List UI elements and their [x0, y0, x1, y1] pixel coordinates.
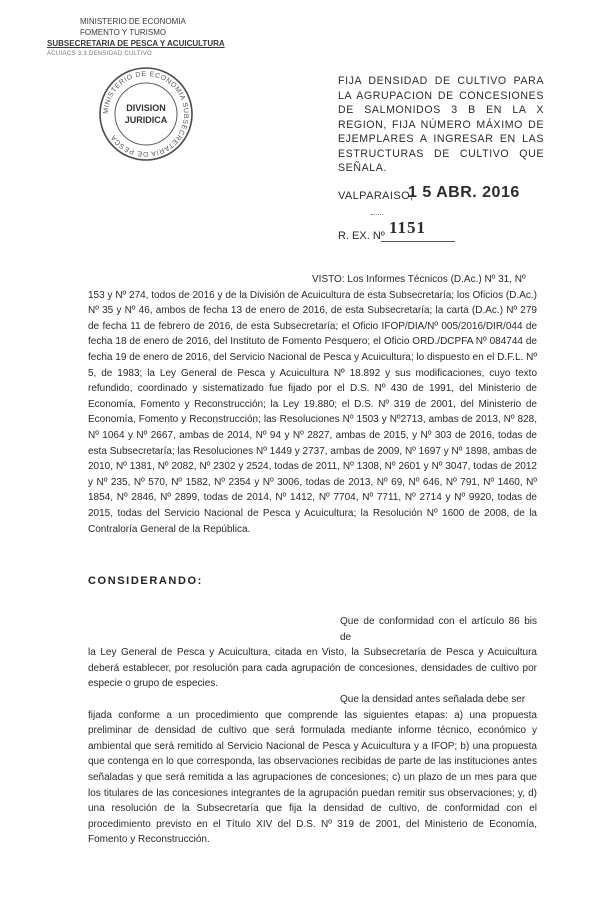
svg-text:MINISTERIO DE ECONOMIA SUBSECR: [103, 71, 189, 157]
stamp-ring-text: MINISTERIO DE ECONOMIA SUBSECRETARIA DE PESCA: [102, 70, 190, 158]
resolution-date: [338, 184, 520, 202]
considerando-heading: CONSIDERANDO:: [88, 575, 203, 587]
ministry-line-2: FOMENTO Y TURISMO: [80, 28, 167, 37]
division-juridica-stamp: [96, 64, 196, 164]
reference-line: ACUIACS 3.3 DENSIDAD CULTIVO: [47, 51, 152, 57]
ministry-line-1: MINISTERIO DE ECONOMIA: [80, 17, 186, 26]
date-stamp-value: 1 5 ABR. 2016: [408, 184, 520, 201]
stamp-center-line-2: JURIDICA: [124, 115, 168, 125]
resolution-number: [338, 218, 427, 242]
visto-section: [88, 272, 537, 537]
considerando-1-body: la Ley General de Pesca y Acuicultura, citada en Visto, la Subsecretaría de Pesca y Acuicultura deberá establecer, por resolución para cada agrupación de concesiones, densidades de cultivo por especie o grupo de especies.: [88, 647, 537, 690]
considerando-2-body: fijada conforme a un procedimiento que comprende las siguientes etapas: a) una propuesta preliminar de densidad de cultivo que será formulada mediante informe técnico, económico y ambiental que será remitido al Servicio Nacional de Pesca y Acuicultura y a IFOP; b) una propuesta que contenga en lo que corresponda, las observaciones recibidas de parte de las instituciones antes señaladas y que será remitida a las agrupaciones de concesiones; c) un plazo de un mes para que los titulares de las concesiones integrantes de la agrupación puedan remitir sus observaciones; y, d) una resolución de la Subsecretaría que fija la densidad de cultivo, de conformidad con el procedimiento previsto en el Título XIV del D.S. Nº 319 de 2001, del Ministerio de Economía, Fomento y Reconstrucción.: [88, 709, 537, 846]
resolution-number-label: R. EX. Nº: [338, 230, 385, 242]
subsecretaria-line: SUBSECRETARIA DE PESCA Y ACUICULTURA: [47, 39, 225, 48]
visto-body: 153 y Nº 274, todos de 2016 y de la División de Acuicultura de esta Subsecretaría; los Oficios (D.Ac.) Nº 35 y Nº 46, ambos de fecha 13 de enero de 2016, de esta Subsecretaría; la carta (D.Ac.) Nº 279 de fecha 11 de febrero de 2016, de esta Subsecretaría; el Oficio IFOP/DIA/Nº 005/2016/DIR/044 de fecha 18 de enero de 2016, del Instituto de Fomento Pesquero; el Oficio ORD./DCPFA Nº 084744 de fecha 19 de enero de 2016, del Servicio Nacional de Pesca y Acuicultura; lo dispuesto en el D.F.L. Nº 5, de 1983; la Ley General de Pesca y Acuicultura Nº 18.892 y sus modificaciones, cuyo texto refundido, coordinado y sistematizado fue fijado por el D.S. Nº 430 de 1991, del Ministerio de Economía, Fomento y Reconstrucción; la Ley 19.880; el D.S. Nº 319 de 2001, del Ministerio de Economía, Fomento y Reconstrucción; las Resoluciones Nº 1503 y Nº2713, ambas de 2013, Nº 828, Nº 1064 y Nº 2667, ambas de 2014, Nº 94 y Nº 2827, ambas de 2015, y Nº 303 de 2016, todas de esta Subsecretaría; las Resoluciones Nº 1449 y 2737, ambas de 2009, Nº 1697 y Nº 1898, ambas de 2010, Nº 1381, Nº 2082, Nº 2302 y 2524, todas de 2011, Nº 1308, Nº 2601 y Nº 3047, todas de 2012 y Nº 235, Nº 570, Nº 1582, Nº 2354 y Nº 3006, todas de 2013, Nº 69, Nº 646, Nº 791, Nº 1460, Nº 1854, Nº 2846, Nº 2899, todas de 2014, Nº 1412, Nº 7704, Nº 7711, Nº 2714 y Nº 9920, todas de 2015, todas del Servicio Nacional de Pesca y Acuicultura; la Resolución Nº 1600 de 2008, de la Contraloría General de la República.: [88, 289, 537, 535]
ministry-header: [47, 16, 225, 60]
number-dots: [371, 214, 383, 215]
considerando-paragraph-2: [88, 692, 537, 848]
stamp-center-line-1: DIVISION: [126, 103, 166, 113]
date-place: VALPARAISO,: [338, 190, 414, 202]
resolution-title: FIJA DENSIDAD DE CULTIVO PARA LA AGRUPACION DE CONCESIONES DE SALMONIDOS 3 B EN LA X REGION, FIJA NÚMERO MÁXIMO DE EJEMPLARES A INGRESAR EN LAS ESTRUCTURAS DE CULTIVO QUE SEÑALA.: [338, 75, 544, 174]
considerando-1-lead: Que de conformidad con el artículo 86 bis de: [340, 616, 537, 643]
visto-lead: VISTO: Los Informes Técnicos (D.Ac.) Nº 31, Nº: [312, 274, 526, 285]
considerando-2-lead: Que la densidad antes señalada debe ser: [340, 694, 526, 705]
number-underline: [381, 241, 455, 242]
resolution-number-value: 1151: [389, 218, 427, 237]
considerando-paragraph-1: [88, 614, 537, 692]
